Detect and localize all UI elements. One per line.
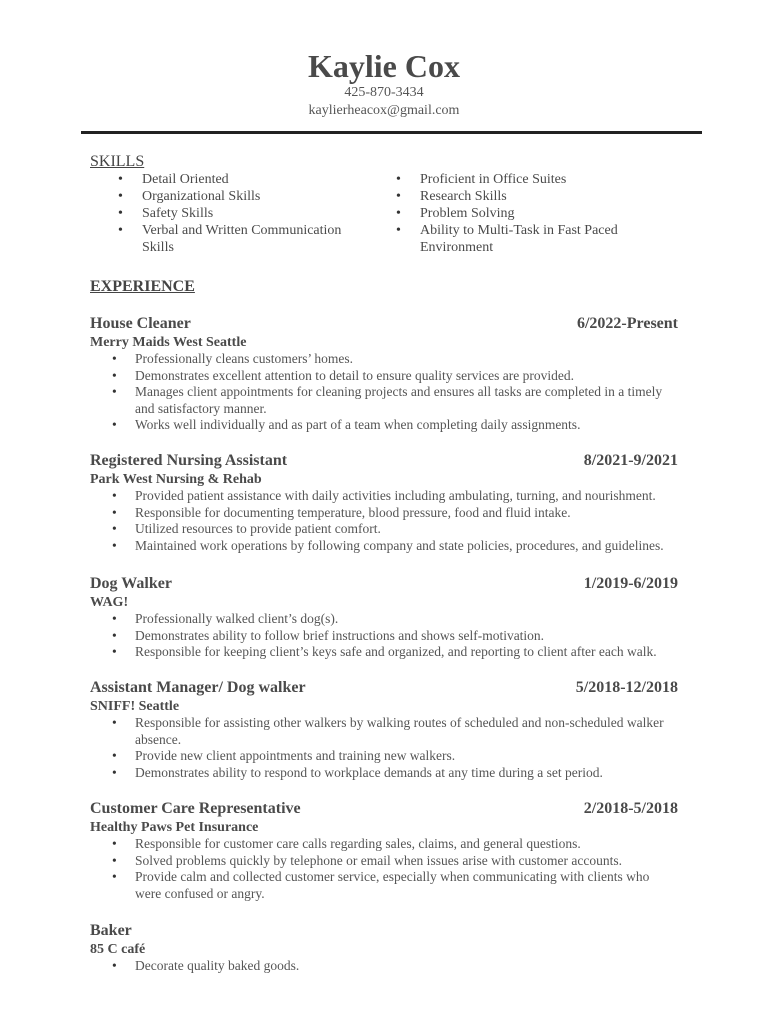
experience-heading: EXPERIENCE: [90, 278, 195, 295]
company-name: Merry Maids West Seattle: [90, 335, 247, 350]
job-dates: 5/2018-12/2018: [575, 679, 678, 696]
job-entry: [90, 800, 678, 902]
candidate-name: Kaylie Cox: [308, 48, 460, 84]
job-entry: [90, 315, 678, 434]
job-entry: [90, 922, 678, 975]
job-bullet: • Responsible for keeping client’s keys safe and organized, and reporting to client after each walk.: [90, 644, 678, 661]
skills-heading: SKILLS: [90, 153, 145, 170]
skills-column-right: [396, 171, 636, 256]
job-bullet: • Professionally cleans customers’ homes.: [90, 351, 678, 368]
job-dates: 6/2022-Present: [576, 315, 678, 332]
job-title: Assistant Manager/ Dog walker: [90, 679, 306, 696]
company-name: Park West Nursing & Rehab: [90, 472, 262, 487]
skill-item: • Problem Solving: [396, 205, 636, 222]
job-bullet: • Responsible for customer care calls regarding sales, claims, and general questions.: [90, 836, 678, 853]
job-bullet: • Demonstrates ability to respond to workplace demands at any time during a set period.: [90, 765, 678, 782]
skill-item: • Ability to Multi-Task in Fast Paced Environment: [396, 222, 636, 256]
job-entry: [90, 575, 678, 661]
email-address: kaylierheacox@gmail.com: [308, 103, 460, 118]
skill-item: • Proficient in Office Suites: [396, 171, 636, 188]
skill-item: • Verbal and Written Communication Skills: [118, 222, 353, 256]
header-divider: [81, 131, 702, 134]
skill-item: • Safety Skills: [118, 205, 353, 222]
skill-item: • Detail Oriented: [118, 171, 353, 188]
job-dates: 1/2019-6/2019: [583, 575, 678, 592]
job-bullet: • Provide new client appointments and training new walkers.: [90, 748, 678, 765]
job-title: Customer Care Representative: [90, 800, 301, 817]
job-bullet: • Decorate quality baked goods.: [90, 958, 678, 975]
job-entry: [90, 452, 678, 554]
job-bullet: • Manages client appointments for cleaning projects and ensures all tasks are completed in a timely and satisfactory manner.: [90, 384, 678, 417]
job-bullet: • Solved problems quickly by telephone or email when issues arise with customer accounts.: [90, 853, 678, 870]
job-dates: 2/2018-5/2018: [583, 800, 678, 817]
company-name: 85 C café: [90, 942, 146, 957]
job-title: Registered Nursing Assistant: [90, 452, 288, 469]
job-bullet: • Works well individually and as part of a team when completing daily assignments.: [90, 417, 678, 434]
company-name: SNIFF! Seattle: [90, 699, 180, 714]
job-entry: [90, 679, 678, 781]
skills-column-left: [118, 171, 353, 256]
job-bullet: • Demonstrates ability to follow brief instructions and shows self-motivation.: [90, 628, 678, 645]
company-name: WAG!: [90, 595, 129, 610]
job-bullet: • Maintained work operations by following company and state policies, procedures, and guidelines.: [90, 538, 678, 555]
skill-item: • Research Skills: [396, 188, 636, 205]
job-bullet: • Demonstrates excellent attention to detail to ensure quality services are provided.: [90, 368, 678, 385]
phone-number: 425-870-3434: [344, 85, 424, 100]
job-dates: 8/2021-9/2021: [583, 452, 678, 469]
job-bullet: • Professionally walked client’s dog(s).: [90, 611, 678, 628]
job-bullet: • Responsible for documenting temperature, blood pressure, food and fluid intake.: [90, 505, 678, 522]
job-title: Dog Walker: [90, 575, 172, 592]
skill-item: • Organizational Skills: [118, 188, 353, 205]
company-name: Healthy Paws Pet Insurance: [90, 820, 259, 835]
resume-header: [0, 48, 768, 120]
job-bullet: • Responsible for assisting other walkers by walking routes of scheduled and non-scheduled walker absence.: [90, 715, 678, 748]
job-title: House Cleaner: [90, 315, 191, 332]
job-title: Baker: [90, 922, 132, 939]
job-bullet: • Utilized resources to provide patient comfort.: [90, 521, 678, 538]
job-bullet: • Provided patient assistance with daily activities including ambulating, turning, and nourishment.: [90, 488, 678, 505]
job-bullet: • Provide calm and collected customer service, especially when communicating with clients who were confused or angry.: [90, 869, 678, 902]
